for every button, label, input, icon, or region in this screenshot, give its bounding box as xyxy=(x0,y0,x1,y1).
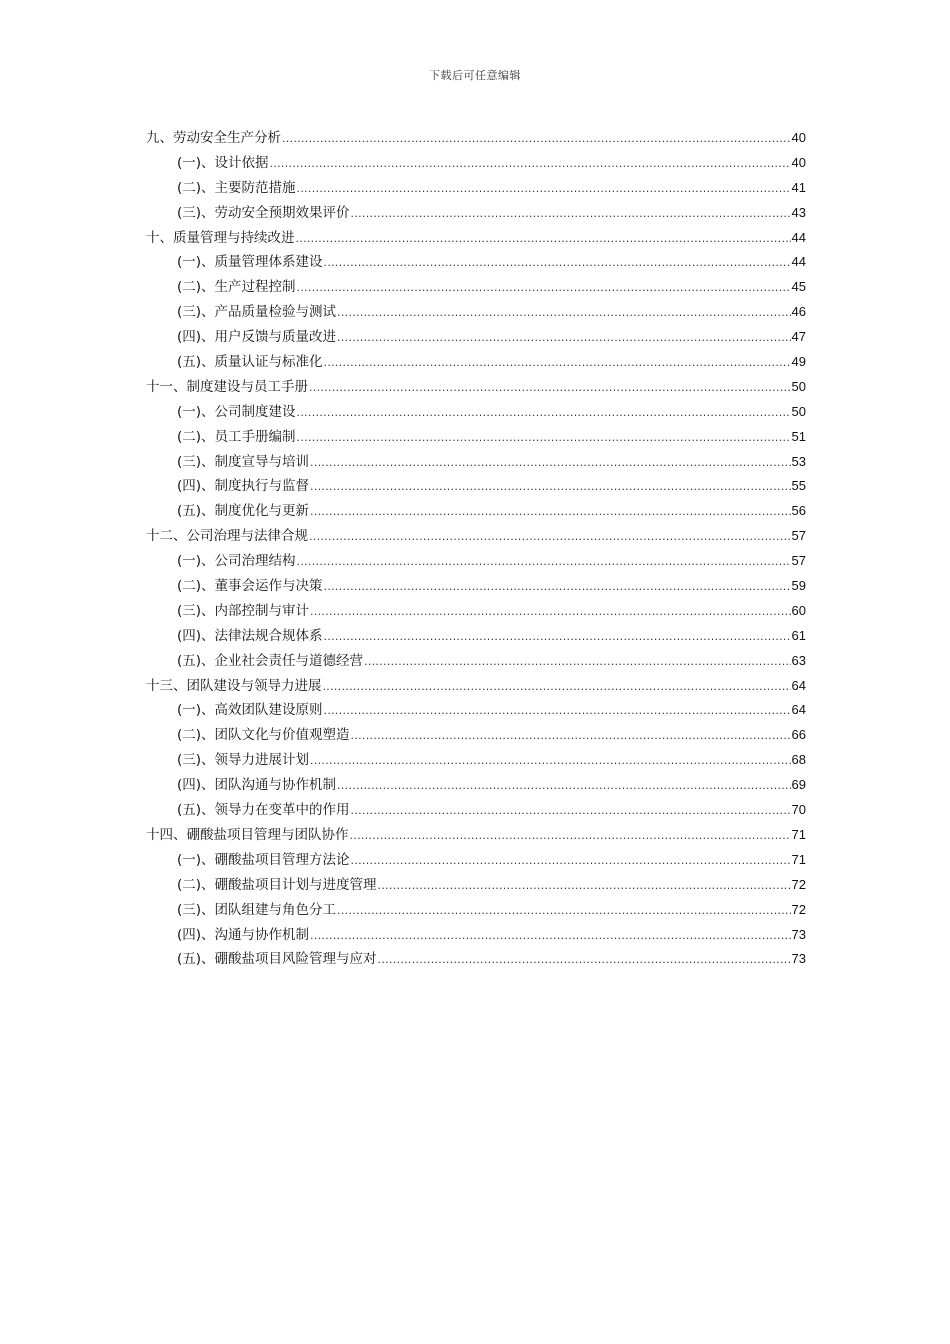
toc-section-entry[interactable] xyxy=(146,624,806,649)
toc-dot-leader xyxy=(309,530,791,543)
toc-dot-leader xyxy=(297,431,791,444)
toc-section-entry[interactable] xyxy=(146,748,806,773)
toc-section-entry[interactable] xyxy=(146,723,806,748)
toc-entry-page-number: 41 xyxy=(791,179,806,195)
toc-dot-leader xyxy=(337,779,790,792)
toc-entry-label: 十三、团队建设与领导力进展 xyxy=(146,677,322,694)
toc-section-entry[interactable] xyxy=(146,873,806,898)
toc-dot-leader xyxy=(310,929,790,942)
toc-section-entry[interactable] xyxy=(146,574,806,599)
toc-entry-page-number: 50 xyxy=(791,378,806,394)
toc-entry-label: 十、质量管理与持续改进 xyxy=(146,229,295,246)
page-header: 下载后可任意编辑 xyxy=(429,69,521,82)
toc-section-entry[interactable] xyxy=(146,499,806,524)
toc-section-entry[interactable] xyxy=(146,400,806,425)
toc-dot-leader xyxy=(297,555,791,568)
toc-dot-leader xyxy=(351,804,791,817)
toc-dot-leader xyxy=(337,904,790,917)
toc-dot-leader xyxy=(310,480,790,493)
toc-entry-page-number: 64 xyxy=(791,677,806,693)
toc-entry-label: (三)、团队组建与角色分工 xyxy=(177,901,337,918)
toc-entry-page-number: 71 xyxy=(791,826,806,842)
toc-entry-page-number: 64 xyxy=(791,702,806,718)
toc-dot-leader xyxy=(297,406,791,419)
toc-entry-page-number: 66 xyxy=(791,727,806,743)
toc-dot-leader xyxy=(297,281,791,294)
toc-entry-label: 十二、公司治理与法律合规 xyxy=(146,528,308,545)
toc-entry-page-number: 50 xyxy=(791,403,806,419)
toc-entry-page-number: 56 xyxy=(791,503,806,519)
toc-entry-label: (二)、硼酸盐项目计划与进度管理 xyxy=(177,876,377,893)
toc-entry-page-number: 63 xyxy=(791,652,806,668)
toc-entry-label: (一)、高效团队建设原则 xyxy=(177,702,323,719)
toc-entry-page-number: 59 xyxy=(791,578,806,594)
toc-entry-label: (二)、生产过程控制 xyxy=(177,279,296,296)
toc-entry-page-number: 71 xyxy=(791,851,806,867)
toc-section-entry[interactable] xyxy=(146,300,806,325)
toc-dot-leader xyxy=(296,232,791,245)
toc-entry-label: (一)、硼酸盐项目管理方法论 xyxy=(177,851,350,868)
toc-dot-leader xyxy=(364,655,790,668)
toc-section-entry[interactable] xyxy=(146,275,806,300)
toc-section-entry[interactable] xyxy=(146,425,806,450)
toc-dot-leader xyxy=(324,356,791,369)
toc-entry-page-number: 44 xyxy=(791,229,806,245)
toc-entry-page-number: 45 xyxy=(791,279,806,295)
toc-entry-label: (二)、员工手册编制 xyxy=(177,428,296,445)
toc-section-entry[interactable] xyxy=(146,923,806,948)
toc-section-entry[interactable] xyxy=(146,773,806,798)
toc-entry-label: (五)、企业社会责任与道德经营 xyxy=(177,652,364,669)
toc-entry-page-number: 40 xyxy=(791,154,806,170)
toc-entry-label: (一)、设计依据 xyxy=(177,154,269,171)
toc-dot-leader xyxy=(378,879,791,892)
toc-section-entry[interactable] xyxy=(146,798,806,823)
toc-entry-label: (三)、劳动安全预期效果评价 xyxy=(177,204,350,221)
toc-dot-leader xyxy=(297,182,791,195)
toc-section-entry[interactable] xyxy=(146,698,806,723)
toc-entry-page-number: 47 xyxy=(791,329,806,345)
toc-entry-page-number: 51 xyxy=(791,428,806,444)
toc-entry-page-number: 72 xyxy=(791,901,806,917)
toc-entry-label: (四)、法律法规合规体系 xyxy=(177,627,323,644)
toc-section-entry[interactable] xyxy=(146,350,806,375)
toc-dot-leader xyxy=(351,207,791,220)
toc-dot-leader xyxy=(309,381,791,394)
toc-chapter-entry[interactable] xyxy=(146,375,806,400)
toc-entry-label: 十四、硼酸盐项目管理与团队协作 xyxy=(146,826,349,843)
toc-entry-label: (二)、董事会运作与决策 xyxy=(177,578,323,595)
toc-chapter-entry[interactable] xyxy=(146,674,806,699)
toc-entry-label: 十一、制度建设与员工手册 xyxy=(146,378,308,395)
toc-entry-page-number: 72 xyxy=(791,876,806,892)
toc-entry-page-number: 53 xyxy=(791,453,806,469)
toc-entry-label: (一)、质量管理体系建设 xyxy=(177,254,323,271)
toc-entry-label: (三)、内部控制与审计 xyxy=(177,602,310,619)
toc-dot-leader xyxy=(337,331,790,344)
toc-section-entry[interactable] xyxy=(146,599,806,624)
toc-chapter-entry[interactable] xyxy=(146,823,806,848)
toc-entry-page-number: 73 xyxy=(791,926,806,942)
toc-dot-leader xyxy=(378,953,791,966)
toc-dot-leader xyxy=(310,605,790,618)
toc-entry-label: (一)、公司治理结构 xyxy=(177,553,296,570)
toc-entry-label: (一)、公司制度建设 xyxy=(177,403,296,420)
toc-entry-page-number: 61 xyxy=(791,627,806,643)
toc-section-entry[interactable] xyxy=(146,151,806,176)
toc-entry-page-number: 57 xyxy=(791,528,806,544)
toc-entry-page-number: 43 xyxy=(791,204,806,220)
toc-entry-page-number: 57 xyxy=(791,553,806,569)
toc-section-entry[interactable] xyxy=(146,450,806,475)
toc-entry-label: (五)、质量认证与标准化 xyxy=(177,354,323,371)
toc-dot-leader xyxy=(310,505,790,518)
toc-entry-label: (三)、产品质量检验与测试 xyxy=(177,304,337,321)
toc-dot-leader xyxy=(350,829,791,842)
toc-chapter-entry[interactable] xyxy=(146,524,806,549)
toc-dot-leader xyxy=(337,306,790,319)
toc-entry-page-number: 55 xyxy=(791,478,806,494)
toc-entry-label: (四)、制度执行与监督 xyxy=(177,478,310,495)
toc-entry-page-number: 73 xyxy=(791,951,806,967)
toc-entry-label: (四)、沟通与协作机制 xyxy=(177,926,310,943)
toc-section-entry[interactable] xyxy=(146,176,806,201)
toc-section-entry[interactable] xyxy=(146,549,806,574)
toc-dot-leader xyxy=(270,157,791,170)
toc-dot-leader xyxy=(310,456,790,469)
toc-entry-label: (二)、主要防范措施 xyxy=(177,179,296,196)
toc-dot-leader xyxy=(324,630,791,643)
toc-entry-label: (四)、用户反馈与质量改进 xyxy=(177,329,337,346)
toc-entry-page-number: 44 xyxy=(791,254,806,270)
toc-entry-label: (五)、硼酸盐项目风险管理与应对 xyxy=(177,951,377,968)
toc-dot-leader xyxy=(324,256,791,269)
toc-dot-leader xyxy=(351,854,791,867)
toc-section-entry[interactable] xyxy=(146,474,806,499)
toc-entry-label: 九、劳动安全生产分析 xyxy=(146,130,281,146)
toc-dot-leader xyxy=(324,704,791,717)
toc-section-entry[interactable] xyxy=(146,250,806,275)
toc-entry-page-number: 40 xyxy=(791,130,806,145)
toc-section-entry[interactable] xyxy=(146,649,806,674)
toc-entry-page-number: 49 xyxy=(791,354,806,370)
toc-entry-label: (三)、制度宣导与培训 xyxy=(177,453,310,470)
toc-dot-leader xyxy=(323,680,791,693)
toc-entry-label: (五)、制度优化与更新 xyxy=(177,503,310,520)
toc-entry-label: (五)、领导力在变革中的作用 xyxy=(177,802,350,819)
toc-entry-page-number: 68 xyxy=(791,752,806,768)
toc-section-entry[interactable] xyxy=(146,325,806,350)
toc-section-entry[interactable] xyxy=(146,898,806,923)
toc-entry-label: (四)、团队沟通与协作机制 xyxy=(177,777,337,794)
toc-entry-page-number: 60 xyxy=(791,602,806,618)
table-of-contents xyxy=(146,126,806,972)
toc-chapter-entry[interactable] xyxy=(146,126,806,151)
toc-entry-page-number: 69 xyxy=(791,777,806,793)
toc-section-entry[interactable] xyxy=(146,201,806,226)
toc-chapter-entry[interactable] xyxy=(146,226,806,251)
toc-section-entry[interactable] xyxy=(146,848,806,873)
toc-entry-page-number: 70 xyxy=(791,802,806,818)
toc-dot-leader xyxy=(351,729,791,742)
toc-entry-label: (三)、领导力进展计划 xyxy=(177,752,310,769)
toc-dot-leader xyxy=(310,754,790,767)
toc-dot-leader xyxy=(282,132,791,145)
toc-entry-label: (二)、团队文化与价值观塑造 xyxy=(177,727,350,744)
toc-dot-leader xyxy=(324,580,791,593)
toc-section-entry[interactable] xyxy=(146,947,806,972)
toc-entry-page-number: 46 xyxy=(791,304,806,320)
